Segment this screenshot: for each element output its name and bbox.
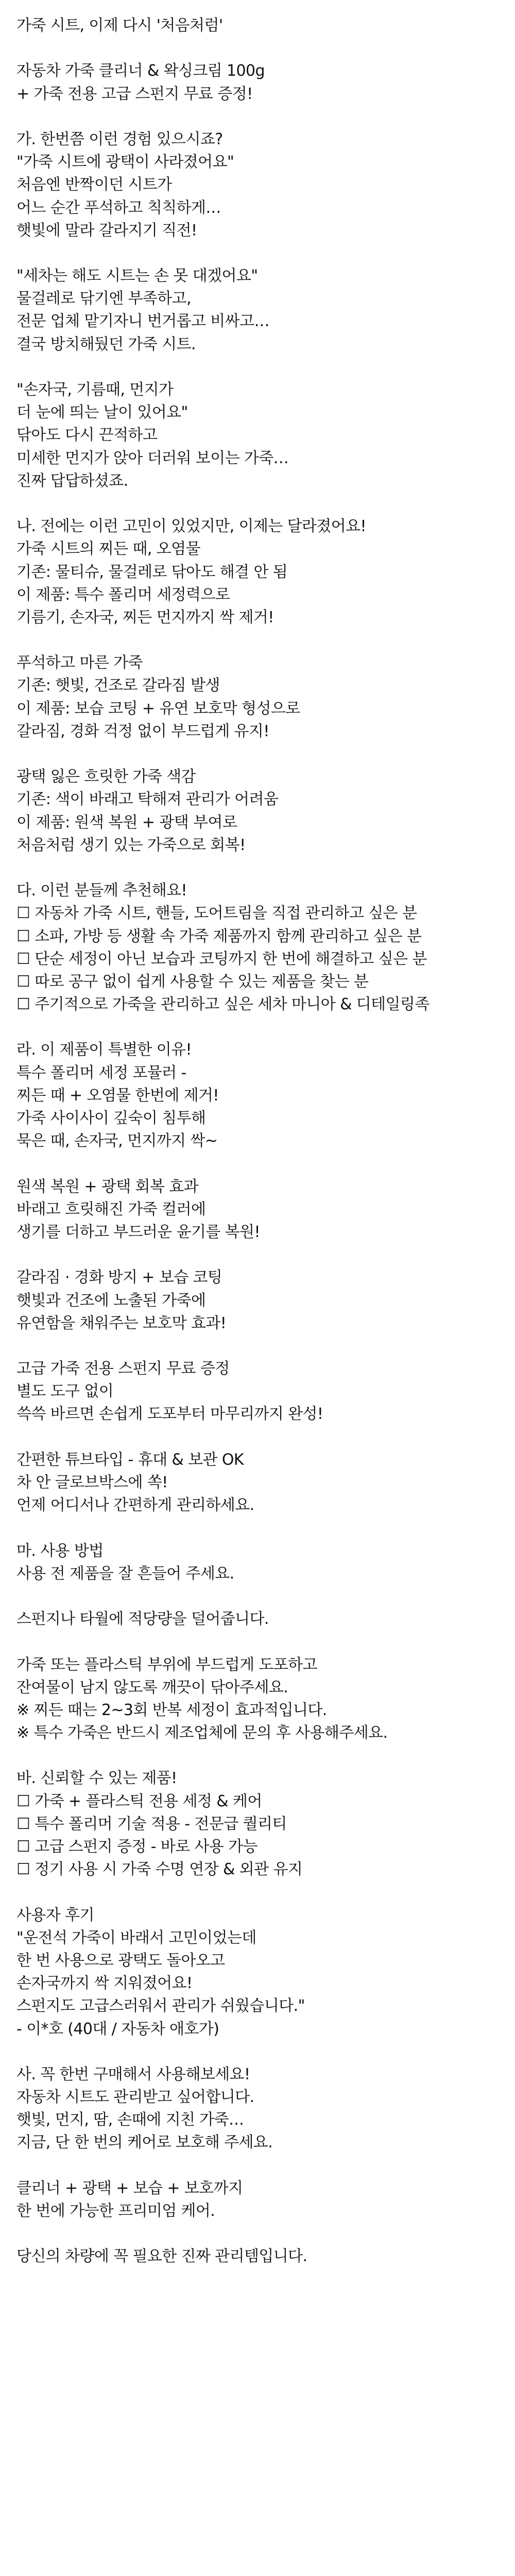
blank-line [16,1335,515,1358]
text-line: "손자국, 기름때, 먼지가 [16,381,174,399]
blank-line [16,1744,515,1767]
text-line: 기존: 햇빛, 건조로 갈라짐 발생 [16,676,220,695]
text-line: 지금, 단 한 번의 케어로 보호해 주세요. [16,2133,273,2152]
blank-line [16,1244,515,1266]
text-line: 한 번 사용으로 광택도 돌아오고 [16,1951,225,1970]
blank-line [16,2223,515,2245]
blank-line [16,1631,515,1653]
blank-line [16,106,515,128]
text-line: 기존: 물티슈, 물걸레로 닦아도 해결 안 됨 [16,563,288,581]
blank-line [16,1426,515,1449]
text-line: 간편한 튜브타입 - 휴대 & 보관 OK [16,1450,244,1469]
text-line: 한 번에 가능한 프리미엄 케어. [16,2202,215,2220]
text-line: 클리너 + 광택 + 보습 + 보호까지 [16,2179,243,2197]
text-line: 사. 꼭 한번 구매해서 사용해보세요! [16,2065,250,2083]
text-line: 생기를 더하고 부드러운 윤기를 복원! [16,1223,260,1241]
text-line: 스펀지나 타월에 적당량을 덜어줍니다. [16,1610,269,1629]
text-line: 푸석하고 마른 가죽 [16,654,143,672]
text-line: ☐ 고급 스펀지 증정 - 바로 사용 가능 [16,1838,258,1856]
text-line: 광택 잃은 흐릿한 가죽 색감 [16,768,196,786]
text-line: 처음처럼 생기 있는 가죽으로 회복! [16,836,246,854]
text-line: ☐ 단순 세정이 아닌 보습과 코팅까지 한 번에 해결하고 싶은 분 [16,950,427,968]
text-line: 마. 사용 방법 [16,1541,104,1560]
blank-line [16,1016,515,1039]
text-line: 결국 방치해뒀던 가죽 시트. [16,335,196,353]
text-line: 다. 이런 분들께 추천해요! [16,882,187,900]
blank-line [16,629,515,652]
blank-line [16,493,515,515]
text-line: 스펀지도 고급스러워서 관리가 쉬웠습니다." [16,1997,305,2015]
blank-line [16,2155,515,2177]
text-line: "세차는 해도 시트는 손 못 대겠어요" [16,267,258,285]
text-line: "가죽 시트에 광택이 사라졌어요" [16,153,234,172]
text-line: 차 안 글로브박스에 쏙! [16,1473,168,1492]
text-line: ※ 특수 가죽은 반드시 제조업체에 문의 후 사용해주세요. [16,1724,388,1742]
text-line: 별도 도구 없이 [16,1382,114,1401]
text-line: 바. 신뢰할 수 있는 제품! [16,1769,177,1788]
text-line: ☐ 특수 폴리머 기술 적용 - 전문급 퀄리티 [16,1815,287,1833]
text-line: 유연함을 채워주는 보호막 효과! [16,1314,227,1332]
blank-line [16,1585,515,1608]
text-line: "운전석 가죽이 바래서 고민이었는데 [16,1928,256,1947]
text-line: 갈라짐 · 경화 방지 + 보습 코팅 [16,1268,222,1287]
text-line: ☐ 정기 사용 시 가죽 수명 연장 & 외관 유지 [16,1860,303,1879]
text-line: ☐ 주기적으로 가죽을 관리하고 싶은 세차 마니아 & 디테일링족 [16,995,430,1014]
text-line: 기존: 색이 바래고 탁해져 관리가 어려움 [16,790,279,809]
text-line: 잔여물이 남지 않도록 깨끗이 닦아주세요. [16,1678,288,1697]
blank-line [16,356,515,379]
blank-line [16,37,515,60]
text-line: 가죽 시트의 찌든 때, 오염물 [16,540,200,558]
text-line: 처음엔 반짝이던 시트가 [16,176,172,194]
text-line: 닦아도 다시 끈적하고 [16,426,158,445]
text-line: 가. 한번쯤 이런 경험 있으시죠? [16,130,223,148]
text-line: 찌든 때 + 오염물 한번에 제거! [16,1086,219,1105]
blank-line [16,1881,515,1904]
text-line: 더 눈에 띄는 날이 있어요" [16,403,188,422]
text-line: 전문 업체 맡기자니 번거롭고 비싸고… [16,312,269,331]
text-line: 나. 전에는 이런 고민이 있었지만, 이제는 달라졌어요! [16,517,366,536]
text-line: 진짜 답답하셨죠. [16,471,128,490]
text-line: 사용자 후기 [16,1906,94,1924]
text-line: 햇빛, 먼지, 땀, 손때에 지친 가죽… [16,2111,244,2129]
text-line: 고급 가죽 전용 스펀지 무료 증정 [16,1360,230,1378]
text-line: 묵은 때, 손자국, 먼지까지 싹~ [16,1132,218,1150]
text-line: 미세한 먼지가 앉아 더러워 보이는 가죽… [16,449,289,467]
text-line: 가죽 또는 플라스틱 부위에 부드럽게 도포하고 [16,1655,317,1674]
text-line: 가죽 시트, 이제 다시 '처음처럼' [16,16,223,35]
text-line: 라. 이 제품이 특별한 이유! [16,1041,192,1059]
text-line: 물걸레로 닦기엔 부족하고, [16,290,191,308]
text-line: 쓱쓱 바르면 손쉽게 도포부터 마무리까지 완성! [16,1405,323,1423]
text-line: 어느 순간 푸석하고 칙칙하게… [16,198,221,217]
text-line: ☐ 따로 공구 없이 쉽게 사용할 수 있는 제품을 찾는 분 [16,972,369,991]
text-line: 사용 전 제품을 잘 흔들어 주세요. [16,1564,234,1583]
text-line: 바래고 흐릿해진 가죽 컬러에 [16,1200,206,1218]
blank-line [16,2041,515,2063]
text-line: 자동차 시트도 관리받고 싶어합니다. [16,2088,254,2107]
text-line: 가죽 사이사이 깊숙이 침투해 [16,1109,206,1127]
text-line: 이 제품: 보습 코팅 + 유연 보호막 형성으로 [16,699,300,718]
text-line: 자동차 가죽 클리너 & 왁싱크림 100g [16,62,265,80]
text-line: - 이*호 (40대 / 자동차 애호가) [16,2020,219,2038]
text-line: 햇빛과 건조에 노출된 가죽에 [16,1291,206,1310]
text-line: 원색 복원 + 광택 회복 효과 [16,1177,199,1196]
blank-line [16,857,515,879]
text-line: 갈라짐, 경화 걱정 없이 부드럽게 유지! [16,722,269,740]
text-line: ☐ 자동차 가죽 시트, 핸들, 도어트림을 직접 관리하고 싶은 분 [16,904,417,923]
text-line: 언제 어디서나 간편하게 관리하세요. [16,1496,254,1515]
blank-line [16,1517,515,1539]
text-line: + 가죽 전용 고급 스펀지 무료 증정! [16,84,253,103]
text-line: ☐ 가죽 + 플라스틱 전용 세정 & 케어 [16,1792,262,1810]
blank-line [16,1153,515,1175]
text-line: 손자국까지 싹 지워졌어요! [16,1974,193,1993]
blank-line [16,743,515,766]
text-line: 당신의 차량에 꼭 필요한 진짜 관리템입니다. [16,2247,307,2266]
text-line: 이 제품: 특수 폴리머 세정력으로 [16,585,230,604]
blank-line [16,242,515,265]
text-line: 햇빛에 말라 갈라지기 직전! [16,221,197,240]
text-line: 특수 폴리머 세정 포뮬러 - [16,1063,186,1082]
text-line: ※ 찌든 때는 2~3회 반복 세정이 효과적입니다. [16,1701,327,1719]
text-line: ☐ 소파, 가방 등 생활 속 가죽 제품까지 함께 관리하고 싶은 분 [16,927,422,945]
text-line: 기름기, 손자국, 찌든 먼지까지 싹 제거! [16,608,274,626]
text-line: 이 제품: 원색 복원 + 광택 부여로 [16,813,237,832]
